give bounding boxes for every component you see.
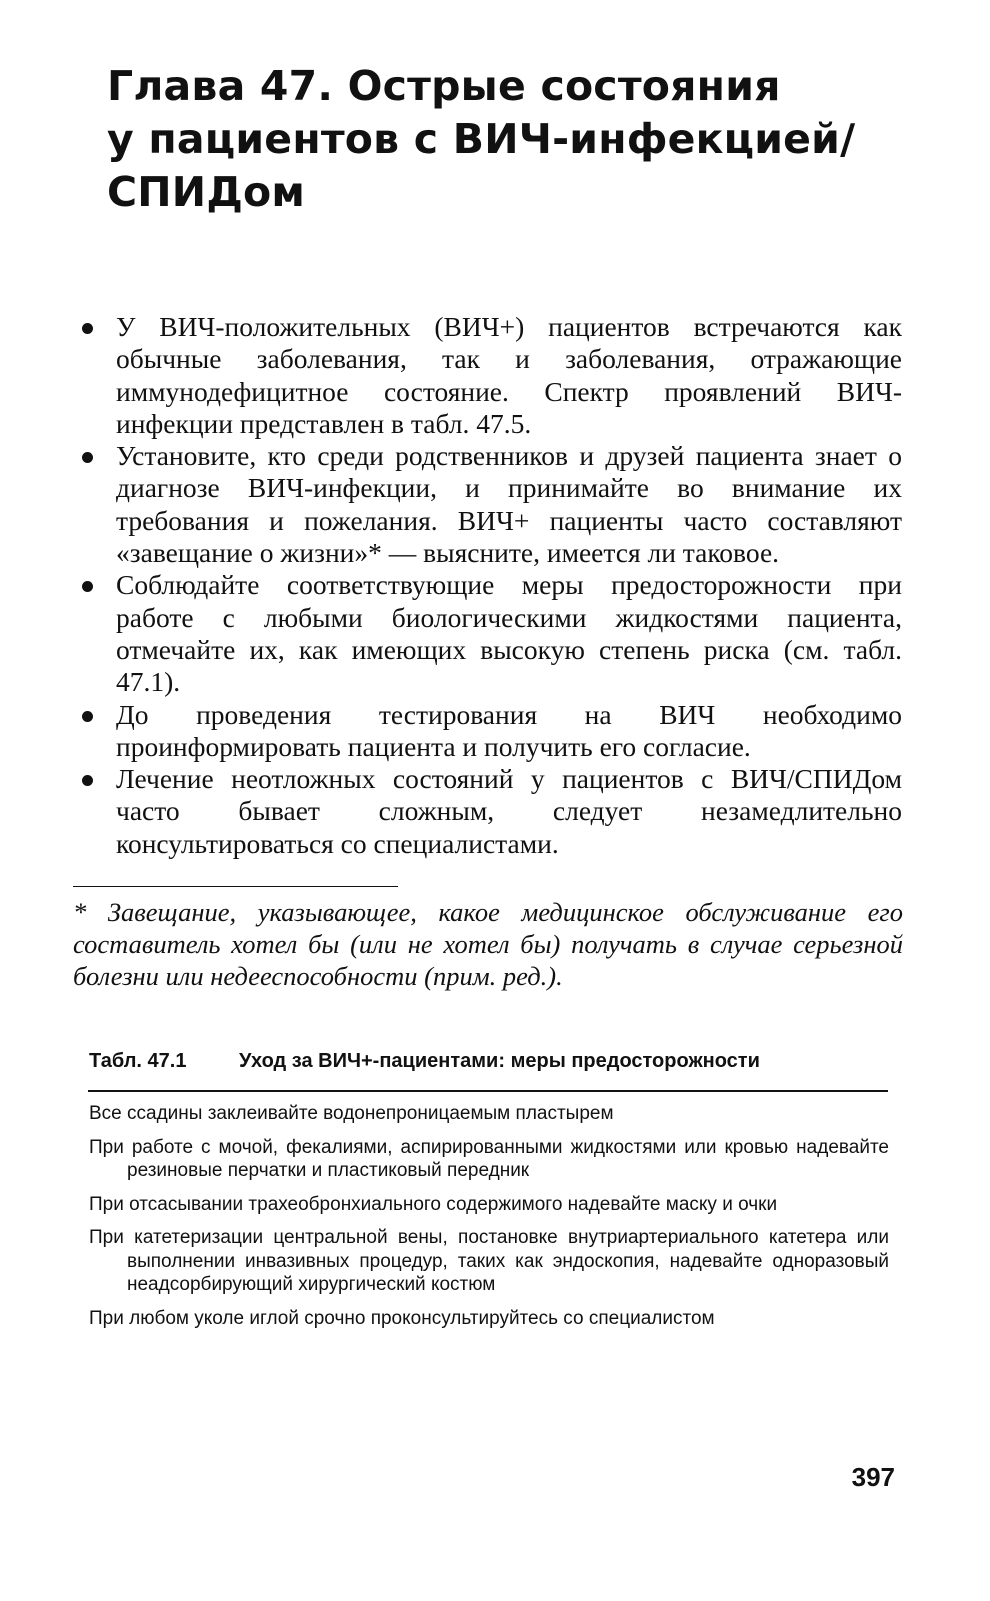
page-number: 397	[851, 1462, 895, 1492]
table-row: Все ссадины заклеивайте водонепроницаемым пластырем	[89, 1103, 614, 1124]
chapter-title-line: Глава 47. Острые состояния	[107, 62, 781, 110]
footnote-divider	[73, 886, 398, 887]
table-row: При работе с мочой, фекалиями, аспирированными жидкостями или кровью надевайте резиновые перчатки и пластиковый передник	[89, 1136, 889, 1181]
bullet-dot-icon	[82, 581, 93, 592]
chapter-title-line: СПИДом	[107, 168, 306, 216]
bullet-item	[80, 569, 902, 698]
table-row: При катетеризации центральной вены, постановке внутриартериального катетера или выполнении инвазивных процедур, таких как эндоскопия, надевайте одноразовый неадсорбирующий хирургический костюм	[89, 1227, 889, 1295]
bullet-text: Соблюдайте соответствующие меры предосторожности при работе с любыми биологическими жидкостями пациента, отмечайте их, как имеющих высокую степень риска (см. табл. 47.1).	[116, 569, 902, 698]
table-row: При отсасывании трахеобронхиального содержимого надевайте маску и очки	[89, 1193, 778, 1215]
table-body	[89, 1102, 889, 1340]
bullet-dot-icon	[82, 711, 93, 722]
bullet-dot-icon	[82, 452, 93, 463]
bullet-item	[80, 699, 902, 764]
bullet-text: У ВИЧ-положительных (ВИЧ+) пациентов встречаются как обычные заболевания, так и заболевания, отражающие иммунодефицитное состояние. Спектр проявлений ВИЧ-инфекции представлен в табл. 47.5.	[116, 311, 902, 439]
table-header-rule	[88, 1090, 888, 1092]
bullet-item	[80, 440, 902, 569]
bullet-dot-icon	[82, 323, 93, 334]
bullet-text: Лечение неотложных состояний у пациентов с ВИЧ/СПИДом часто бывает сложным, следует незамедлительно консультироваться со специалистами.	[116, 763, 902, 859]
chapter-title	[107, 60, 907, 219]
bullet-item	[80, 763, 902, 860]
footnote: * Завещание, указывающее, какое медицинское обслуживание его составитель хотел бы (или не хотел бы) получать в случае серьезной болезни или недееспособности (прим. ред.).	[73, 897, 903, 991]
bullet-item	[80, 311, 902, 440]
bullet-text: До проведения тестирования на ВИЧ необходимо проинформировать пациента и получить его согласие.	[116, 698, 902, 762]
table-title: Уход за ВИЧ+-пациентами: меры предосторожности	[239, 1050, 760, 1072]
table-row: При любом уколе иглой срочно проконсультируйтесь со специалистом	[89, 1307, 715, 1329]
table-number: Табл. 47.1	[89, 1050, 187, 1072]
table-caption	[89, 1048, 909, 1074]
bullet-text: Установите, кто среди родственников и друзей пациента знает о диагнозе ВИЧ-инфекции, и принимайте во внимание их требования и пожелания. ВИЧ+ пациенты часто составляют «завещание о жизни»* — выясните, имеется ли таковое.	[116, 440, 902, 569]
bullet-dot-icon	[82, 775, 93, 786]
bullet-list	[80, 311, 902, 860]
chapter-title-line: у пациентов с ВИЧ-инфекцией/	[107, 115, 856, 163]
